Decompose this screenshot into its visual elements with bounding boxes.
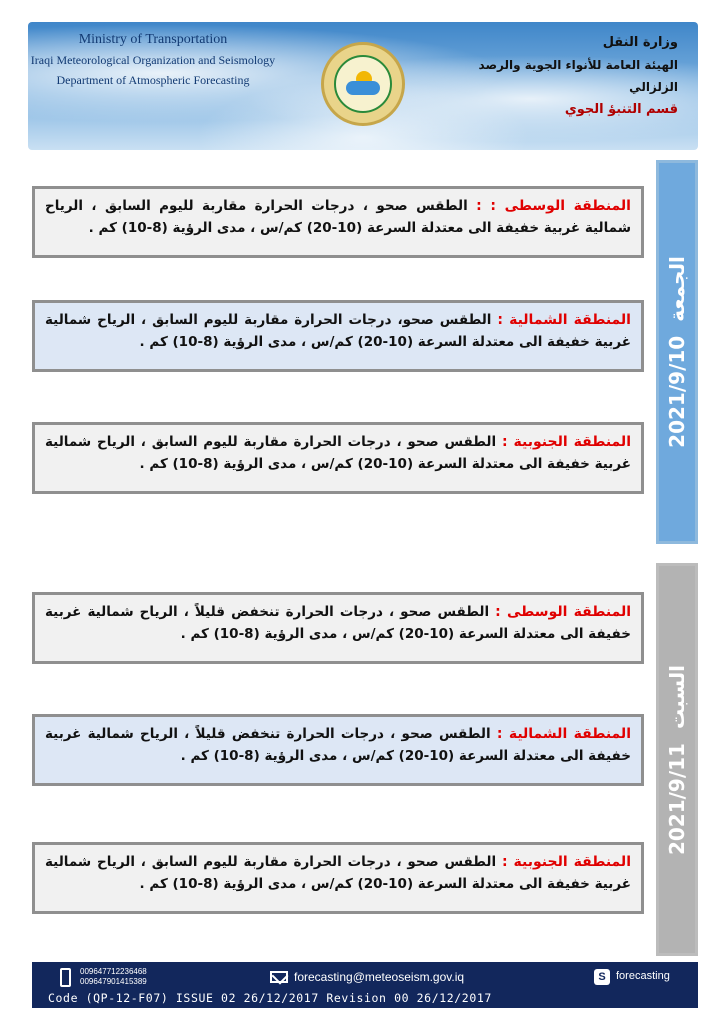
phone-number: 009647901415389 [80,977,147,986]
organization-name-en: Iraqi Meteorological Organization and Seismology [30,53,276,67]
region-label: المنطقة الجنوبية : [501,854,631,870]
forecast-box-friday-north [32,300,644,372]
forecast-text: الطقس صحو ، درجات الحرارة مقاربة لليوم السابق ، الرياح شمالية غربية خفيفة الى معتدلة السرعة (10-20) كم/س ، مدى الرؤية (8-10) كم . [45,434,631,472]
forecast-box-friday-central [32,186,644,258]
region-label: المنطقة الشمالية : [496,726,631,742]
skype-icon: S [594,969,610,985]
forecast-text: الطقس صحو ، درجات الحرارة مقاربة لليوم السابق ، الرياح شمالية غربية خفيفة الى معتدلة السرعة (10-20) كم/س ، مدى الرؤية (8-10) كم . [45,854,631,892]
forecast-text: الطقس صحو ، درجات الحرارة تنخفض قليلاً ، الرياح شمالية غربية خفيفة الى معتدلة السرعة (10-20) كم/س ، مدى الرؤية (8-10) كم . [45,604,631,642]
department-name-en: Department of Atmospheric Forecasting [56,73,250,87]
region-label: المنطقة الوسطى : : [476,198,631,214]
ministry-name-en: Ministry of Transportation [78,32,228,47]
day-date: 2021/9/10 [665,335,689,448]
region-label: المنطقة الوسطى : [495,604,632,620]
organization-name-ar: الهيئة العامة للأنواء الجوية والرصد الزلزالي [478,58,678,94]
forecast-box-friday-south [32,422,644,494]
day-label [665,256,689,448]
day-name: الجمعة [665,256,689,322]
forecast-box-saturday-south [32,842,644,914]
skype-handle[interactable]: forecasting [616,970,670,982]
day-label [665,664,689,854]
region-label: المنطقة الشمالية : [497,312,631,328]
footer-bar [32,962,698,1008]
document-code-line: Code (QP-12-F07) ISSUE 02 26/12/2017 Revision 00 26/12/2017 [48,991,492,1005]
day-bar-saturday [656,563,698,956]
forecast-text: الطقس صحو، درجات الحرارة مقاربة لليوم السابق ، الرياح شمالية غربية خفيفة الى معتدلة السرعة (10-20) كم/س ، مدى الرؤية (8-10) كم . [45,312,631,350]
ministry-name-ar: وزارة النقل [602,35,678,50]
phone-numbers [80,967,147,987]
header-arabic-block [428,32,678,122]
forecast-text: الطقس صحو ، درجات الحرارة مقاربة لليوم السابق ، الرياح شمالية غربية خفيفة الى معتدلة السرعة (10-20) كم/س ، مدى الرؤية (8-10) كم . [45,198,631,236]
email-address[interactable]: forecasting@meteoseism.gov.iq [294,970,465,984]
day-bar-friday [656,160,698,544]
forecast-box-saturday-north [32,714,644,786]
organization-logo-icon [321,42,405,126]
phone-icon [60,968,71,987]
email-icon [270,971,288,983]
day-date: 2021/9/11 [665,742,689,855]
header-english-block [28,30,278,90]
forecast-box-saturday-central [32,592,644,664]
header-banner [28,22,698,150]
forecast-text: الطقس صحو ، درجات الحرارة تنخفض قليلاً ، الرياح شمالية غربية خفيفة الى معتدلة السرعة (10-20) كم/س ، مدى الرؤية (8-10) كم . [45,726,631,764]
region-label: المنطقة الجنوبية : [501,434,631,450]
phone-number: 009647712236468 [80,967,147,976]
day-name: السبت [665,664,689,729]
department-name-ar: قسم التنبؤ الجوي [564,102,678,117]
